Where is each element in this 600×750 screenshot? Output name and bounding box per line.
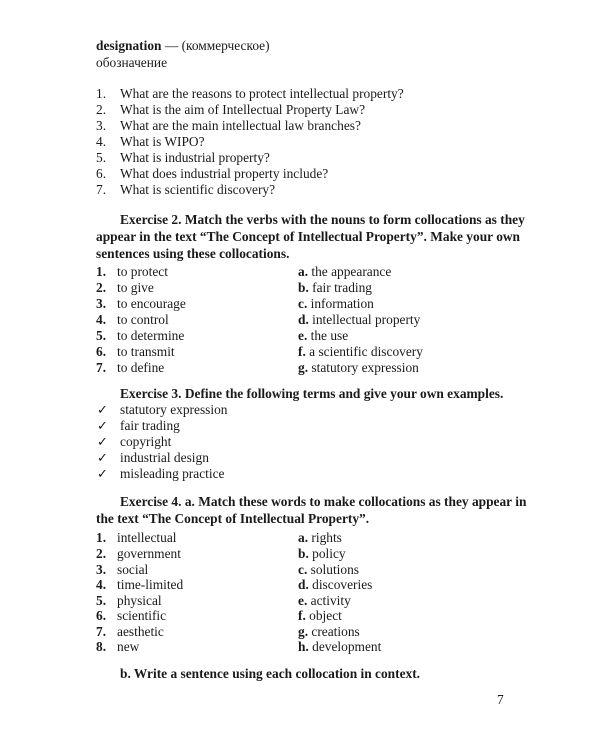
item-letter: f. bbox=[298, 608, 306, 623]
list-item bbox=[298, 312, 420, 328]
item-number: 7. bbox=[96, 360, 107, 375]
item-text: social bbox=[117, 562, 149, 577]
item-letter: f. bbox=[298, 344, 306, 359]
exercise-4-part-b: b. Write a sentence using each collocation in context. bbox=[120, 666, 421, 681]
checkmark-icon: ✓ bbox=[97, 450, 108, 465]
item-text: fair trading bbox=[308, 280, 373, 295]
exercise-4-heading: Exercise 4. a. Match these words to make collocations as they appear in bbox=[120, 494, 527, 509]
item-letter: h. bbox=[298, 639, 309, 654]
item-letter: b. bbox=[298, 280, 309, 295]
item-text: object bbox=[305, 608, 342, 623]
designation-entry bbox=[96, 38, 270, 54]
item-text: to control bbox=[117, 312, 169, 327]
item-number: 7. bbox=[96, 624, 107, 639]
question-number: 4. bbox=[96, 134, 107, 149]
item-text: industrial design bbox=[120, 450, 209, 465]
item-text: policy bbox=[308, 546, 346, 561]
list-item bbox=[298, 328, 348, 344]
term-designation: designation bbox=[96, 38, 162, 53]
list-item bbox=[298, 608, 342, 624]
item-number: 6. bbox=[96, 608, 107, 623]
item-letter: a. bbox=[298, 264, 309, 279]
page-number: 7 bbox=[497, 692, 504, 707]
item-number: 3. bbox=[96, 296, 107, 311]
item-number: 6. bbox=[96, 344, 107, 359]
item-text: intellectual bbox=[117, 530, 177, 545]
exercise-3-heading: Exercise 3. Define the following terms and give your own examples. bbox=[120, 386, 504, 401]
term-translation-line2: обозначение bbox=[96, 55, 168, 70]
list-item bbox=[298, 624, 360, 640]
question-text: What is the aim of Intellectual Property Law? bbox=[120, 102, 366, 117]
item-text: fair trading bbox=[120, 418, 180, 433]
list-item bbox=[298, 264, 391, 280]
item-text: misleading practice bbox=[120, 466, 225, 481]
item-text: to determine bbox=[117, 328, 185, 343]
item-letter: e. bbox=[298, 328, 308, 343]
question-number: 2. bbox=[96, 102, 107, 117]
question-number: 6. bbox=[96, 166, 107, 181]
item-text: activity bbox=[307, 593, 351, 608]
checkmark-icon: ✓ bbox=[97, 434, 108, 449]
item-letter: d. bbox=[298, 312, 309, 327]
item-text: to give bbox=[117, 280, 154, 295]
question-text: What is scientific discovery? bbox=[120, 182, 276, 197]
checkmark-icon: ✓ bbox=[97, 466, 108, 481]
item-letter: b. bbox=[298, 546, 309, 561]
item-number: 1. bbox=[96, 264, 107, 279]
question-text: What is WIPO? bbox=[120, 134, 205, 149]
item-letter: d. bbox=[298, 577, 309, 592]
item-text: scientific bbox=[117, 608, 167, 623]
list-item bbox=[298, 280, 372, 296]
item-letter: c. bbox=[298, 296, 308, 311]
item-letter: a. bbox=[298, 530, 309, 545]
item-text: the use bbox=[307, 328, 349, 343]
item-number: 4. bbox=[96, 312, 107, 327]
item-letter: g. bbox=[298, 360, 309, 375]
item-text: aesthetic bbox=[117, 624, 164, 639]
list-item bbox=[298, 296, 374, 312]
list-item bbox=[298, 530, 342, 546]
item-letter: g. bbox=[298, 624, 309, 639]
item-letter: c. bbox=[298, 562, 308, 577]
item-text: solutions bbox=[307, 562, 360, 577]
question-text: What are the main intellectual law branches? bbox=[120, 118, 361, 133]
item-text: rights bbox=[308, 530, 342, 545]
item-number: 2. bbox=[96, 280, 107, 295]
question-number: 5. bbox=[96, 150, 107, 165]
item-text: creations bbox=[308, 624, 360, 639]
item-text: to transmit bbox=[117, 344, 175, 359]
item-text: time-limited bbox=[117, 577, 184, 592]
item-text: to define bbox=[117, 360, 165, 375]
item-text: the appearance bbox=[308, 264, 392, 279]
item-text: development bbox=[308, 639, 382, 654]
item-number: 5. bbox=[96, 328, 107, 343]
item-number: 8. bbox=[96, 639, 107, 654]
question-text: What is industrial property? bbox=[120, 150, 270, 165]
exercise-2-heading-line2: appear in the text “The Concept of Intellectual Property”. Make your own bbox=[96, 229, 521, 244]
item-text: government bbox=[117, 546, 181, 561]
list-item bbox=[298, 639, 381, 655]
question-text: What does industrial property include? bbox=[120, 166, 329, 181]
question-number: 3. bbox=[96, 118, 107, 133]
list-item bbox=[298, 360, 419, 376]
item-number: 2. bbox=[96, 546, 107, 561]
item-number: 5. bbox=[96, 593, 107, 608]
question-number: 7. bbox=[96, 182, 107, 197]
exercise-2-heading: Exercise 2. Match the verbs with the nouns to form collocations as they bbox=[120, 212, 525, 227]
item-text: a scientific discovery bbox=[305, 344, 423, 359]
exercise-4-heading-line2: the text “The Concept of Intellectual Property”. bbox=[96, 511, 370, 526]
item-text: physical bbox=[117, 593, 162, 608]
exercise-2-heading-line3: sentences using these collocations. bbox=[96, 246, 290, 261]
question-number: 1. bbox=[96, 86, 107, 101]
item-number: 3. bbox=[96, 562, 107, 577]
term-translation: — (коммерческое) bbox=[161, 38, 270, 53]
checkmark-icon: ✓ bbox=[97, 418, 108, 433]
list-item bbox=[298, 546, 346, 562]
item-text: copyright bbox=[120, 434, 172, 449]
item-number: 4. bbox=[96, 577, 107, 592]
item-text: to protect bbox=[117, 264, 168, 279]
checkmark-icon: ✓ bbox=[97, 402, 108, 417]
list-item bbox=[298, 562, 359, 578]
item-text: intellectual property bbox=[308, 312, 421, 327]
item-text: statutory expression bbox=[308, 360, 419, 375]
item-text: to encourage bbox=[117, 296, 186, 311]
list-item bbox=[298, 593, 351, 609]
list-item bbox=[298, 344, 423, 360]
item-text: information bbox=[307, 296, 374, 311]
item-text: new bbox=[117, 639, 140, 654]
item-text: statutory expression bbox=[120, 402, 228, 417]
question-text: What are the reasons to protect intellectual property? bbox=[120, 86, 404, 101]
list-item bbox=[298, 577, 372, 593]
item-number: 1. bbox=[96, 530, 107, 545]
item-letter: e. bbox=[298, 593, 308, 608]
item-text: discoveries bbox=[308, 577, 373, 592]
